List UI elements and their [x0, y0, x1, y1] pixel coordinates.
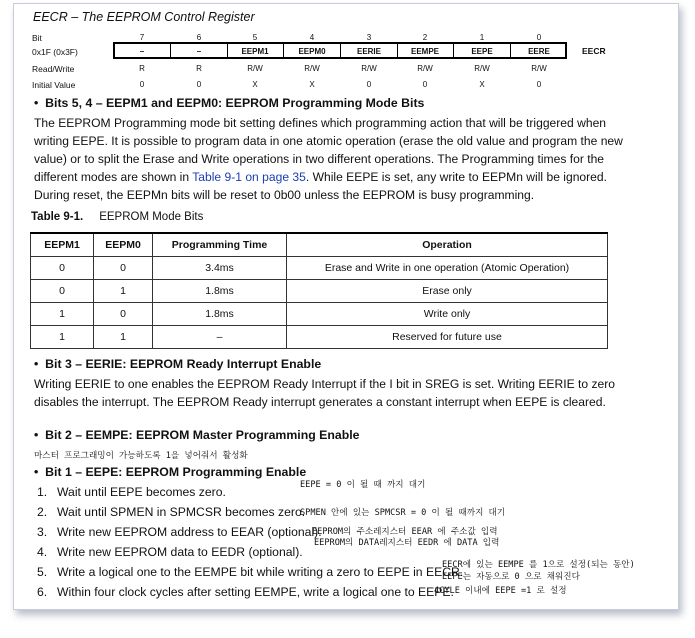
list-item: 6. Within four clock cycles after setting EEMPE, write a logical one to EEPE.: [37, 585, 454, 599]
table-row: [31, 280, 608, 303]
list-item: 4. Write new EEPROM data to EEDR (optional).: [37, 545, 303, 559]
table-cell: 0: [94, 257, 153, 280]
column-header: Operation: [287, 233, 608, 257]
bit-number: 0: [536, 33, 542, 42]
table-cell: 0: [31, 280, 94, 303]
register-title: EECR – The EEPROM Control Register: [33, 10, 255, 24]
document-page: [13, 3, 679, 610]
bit-rw: R/W: [361, 64, 377, 73]
table-cell: 3.4ms: [153, 257, 287, 280]
list-item: 5. Write a logical one to the EEMPE bit while writing a zero to EEPE in EECR.: [37, 565, 464, 579]
table-cell: 1: [31, 326, 94, 349]
table-cell: 1: [94, 326, 153, 349]
table-caption: Table 9-1. EEPROM Mode Bits: [31, 211, 204, 223]
bit-init: X: [479, 80, 485, 89]
bit-name: –: [196, 47, 202, 56]
korean-annotation: EEPE = 0 이 될 때 까지 대기: [300, 480, 426, 490]
bit-number: 1: [479, 33, 485, 42]
table-row: [31, 326, 608, 349]
section-heading-eempe: • Bit 2 – EEMPE: EEPROM Master Programming Enable: [34, 428, 360, 442]
table-cell: Erase and Write in one operation (Atomic Operation): [287, 257, 608, 280]
table-cell: 1: [31, 303, 94, 326]
korean-annotation: EEPROM의 DATA레지스터 EEDR 에 DATA 입력: [314, 538, 500, 548]
section-heading-eepe: • Bit 1 – EEPE: EEPROM Programming Enable: [34, 465, 307, 479]
row-label-bit: Bit: [32, 33, 42, 43]
table-cell: Erase only: [287, 280, 608, 303]
section-body-eerie: Writing EERIE to one enables the EEPROM Ready Interrupt if the I bit in SREG is set. Writing EERIE to zero disables the interrupt. The EEPROM Ready interrupt generates a constant interrupt when EEPE is cleared.: [34, 377, 615, 409]
korean-note-eempe: 마스터 프로그래밍이 가능하도록 1을 넣어줘서 활성화: [34, 451, 248, 461]
korean-annotation: EEPE는 자동으로 0 으로 채워진다: [442, 572, 580, 582]
register-name: EECR: [582, 46, 606, 56]
bit-number: 5: [252, 33, 258, 42]
bit-rw: R/W: [247, 64, 263, 73]
table-cell: Write only: [287, 303, 608, 326]
bit-init: 0: [139, 80, 145, 89]
bit-init: 0: [196, 80, 202, 89]
korean-annotation: SPMEN 안에 있는 SPMCSR = 0 이 될 때까지 대기: [300, 508, 506, 518]
table-cell: Reserved for future use: [287, 326, 608, 349]
bit-number: 3: [366, 33, 372, 42]
column-header: Programming Time: [153, 233, 287, 257]
row-label-address: 0x1F (0x3F): [32, 47, 78, 57]
bit-name: EERE: [528, 47, 550, 56]
table-cell: 0: [31, 257, 94, 280]
bit-rw: R: [139, 64, 145, 73]
section-heading-eepm: • Bits 5, 4 – EEPM1 and EEPM0: EEPROM Programming Mode Bits: [34, 96, 425, 110]
row-label-rw: Read/Write: [32, 64, 75, 74]
bit-rw: R/W: [304, 64, 320, 73]
bit-init: 0: [422, 80, 428, 89]
list-item: 3. Write new EEPROM address to EEAR (optional).: [37, 525, 322, 539]
table-cell: –: [153, 326, 287, 349]
bit-rw: R/W: [531, 64, 547, 73]
bit-rw: R/W: [474, 64, 490, 73]
section-body-eepm: The EEPROM Programming mode bit setting defines which programming action that will be triggered when writing EEPE. It is possible to program data in one atomic operation (erase the old value and program the new value) or to split the Erase and Write operations in two different operations. The Programming times for the different modes are shown in Table 9-1 on page 35. While EEPE is set, any write to EEPMn will be ignored. During reset, the EEPMn bits will be reset to 0b00 unless the EEPROM is busy programming.: [34, 116, 623, 202]
bit-rw: R/W: [417, 64, 433, 73]
bit-number: 6: [196, 33, 202, 42]
list-item: 2. Wait until SPMEN in SPMCSR becomes zero.: [37, 505, 306, 519]
bit-name: EEMPE: [410, 47, 439, 56]
table-row: [31, 303, 608, 326]
column-header: EEPM0: [94, 233, 153, 257]
bit-name: –: [139, 47, 145, 56]
row-label-init: Initial Value: [32, 80, 76, 90]
bit-init: X: [252, 80, 258, 89]
table-cell: 1.8ms: [153, 303, 287, 326]
table-cell: 0: [94, 303, 153, 326]
table-reference-link[interactable]: Table 9-1 on page 35: [192, 170, 306, 184]
bit-rw: R: [196, 64, 202, 73]
table-cell: 1.8ms: [153, 280, 287, 303]
bit-init: 0: [536, 80, 542, 89]
bit-name: EEPE: [471, 47, 493, 56]
bit-number: 2: [422, 33, 428, 42]
bit-init: X: [309, 80, 315, 89]
section-heading-eerie: • Bit 3 – EERIE: EEPROM Ready Interrupt Enable: [34, 357, 322, 371]
table-header-row: [31, 233, 608, 257]
column-header: EEPM1: [31, 233, 94, 257]
bit-name: EEPM0: [298, 47, 326, 56]
korean-annotation: EECR에 있는 EEMPE 를 1으로 설정(되는 동안): [442, 560, 635, 570]
bit-name: EEPM1: [241, 47, 269, 56]
korean-annotation: 4CYLE 이내에 EEPE =1 로 설정: [434, 586, 567, 596]
list-item: 1. Wait until EEPE becomes zero.: [37, 485, 226, 499]
bit-number: 4: [309, 33, 315, 42]
korean-annotation: EEPROM의 주소레지스터 EEAR 에 주소값 입력: [312, 527, 498, 537]
bit-number: 7: [139, 33, 145, 42]
bit-init: 0: [366, 80, 372, 89]
eeprom-mode-table: [30, 232, 608, 349]
bit-name: EERIE: [356, 47, 381, 56]
table-row: [31, 257, 608, 280]
table-cell: 1: [94, 280, 153, 303]
